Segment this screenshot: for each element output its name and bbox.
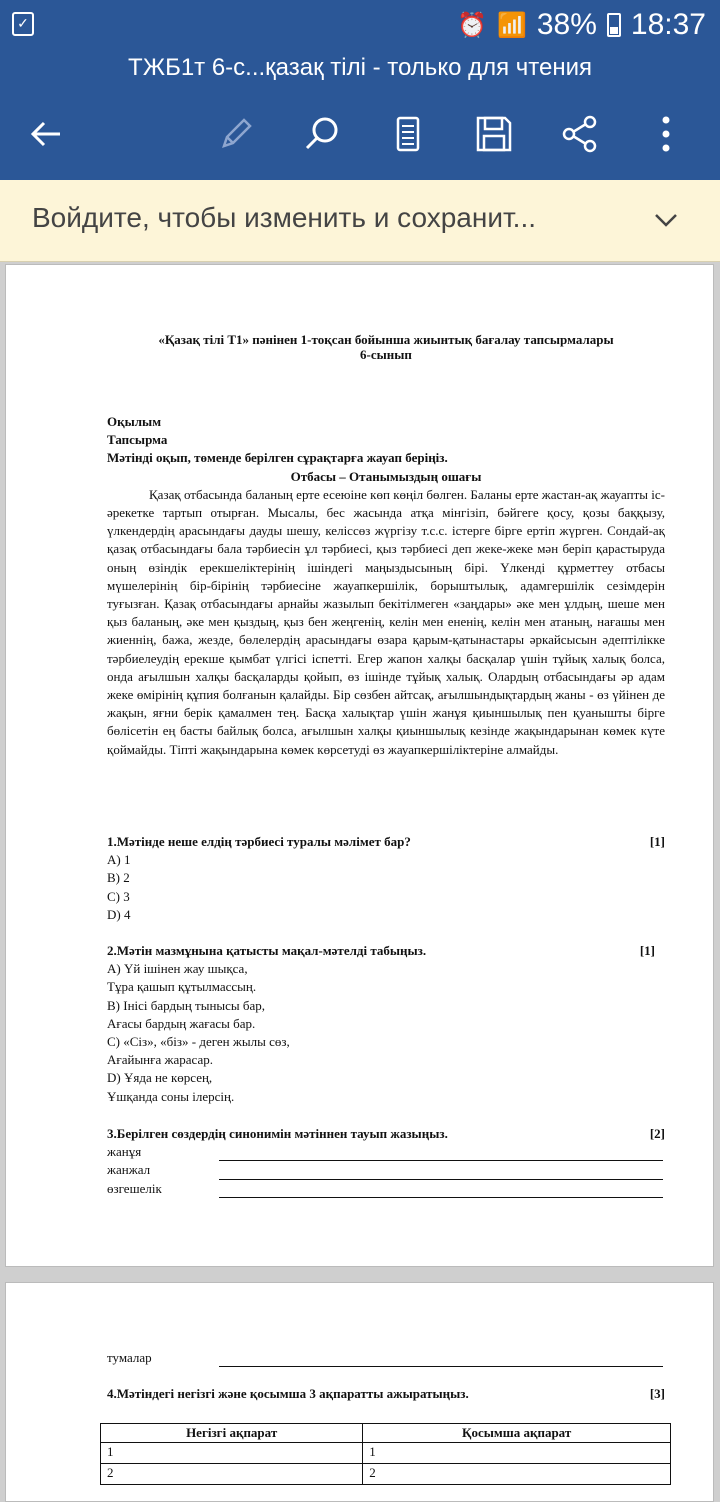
share-icon (560, 114, 600, 154)
question-1 (107, 833, 665, 924)
question-4-text: 4.Мәтіндегі негізгі және қосымша 3 ақпаратты ажыратыңыз. (107, 1386, 469, 1401)
q2-line: Ұшқанда соны ілерсің. (107, 1088, 235, 1104)
edit-button[interactable] (214, 112, 258, 156)
question-3-text: 3.Берілген сөздердің синонимін мәтіннен тауып жазыңыз. (107, 1126, 448, 1141)
question-1-text: 1.Мәтінде неше елдің тәрбиесі туралы мәлімет бар? (107, 834, 411, 849)
signin-banner-text: Войдите, чтобы изменить и сохранит... (32, 202, 537, 233)
reading-section (107, 413, 665, 759)
toolbar (0, 112, 720, 156)
battery-percent: 38% (536, 8, 597, 41)
share-button[interactable] (558, 112, 602, 156)
q1-option: C) 3 (107, 888, 130, 904)
document-page-2 (5, 1282, 714, 1502)
question-2-text: 2.Мәтін мазмұнына қатысты мақал-мәтелді табыңыз. (107, 943, 427, 958)
q2-line: A) Үй ішінен жау шықса, (107, 961, 248, 977)
question-4 (107, 1385, 665, 1403)
pencil-icon (216, 114, 256, 154)
arrow-left-icon (26, 114, 66, 154)
wifi-signal-icon: 📶 (496, 11, 527, 39)
floppy-disk-icon (474, 114, 514, 154)
table-row (101, 1464, 671, 1485)
q2-line: C) «Сіз», «біз» - деген жылы сөз, (107, 1034, 290, 1050)
table-row (101, 1443, 671, 1464)
table-cell: 1 (363, 1443, 671, 1464)
more-vertical-icon (646, 114, 686, 154)
question-3-continued (107, 1349, 665, 1367)
search-icon (302, 114, 342, 154)
answer-row (107, 1161, 665, 1179)
q1-option: B) 2 (107, 870, 130, 886)
answer-line[interactable] (219, 1148, 663, 1161)
info-table (100, 1423, 671, 1485)
table-header: Негізгі ақпарат (101, 1424, 363, 1443)
clock: 18:37 (630, 8, 706, 41)
answer-word: жанұя (107, 1144, 142, 1160)
answer-line[interactable] (219, 1185, 663, 1198)
table-cell: 2 (101, 1464, 363, 1485)
clipboard-check-icon: ✓ (12, 12, 34, 36)
q2-line: B) Інісі бардың тынысы бар, (107, 997, 266, 1013)
table-cell: 2 (363, 1464, 671, 1485)
table-header: Қосымша ақпарат (363, 1424, 671, 1443)
q2-line: D) Ұяда не көрсең, (107, 1070, 213, 1086)
answer-word: тумалар (107, 1350, 152, 1365)
save-button[interactable] (472, 112, 516, 156)
battery-icon (607, 13, 621, 37)
q1-option: D) 4 (107, 906, 131, 922)
answer-row (107, 1143, 665, 1161)
status-bar (0, 0, 720, 50)
mobile-view-icon (388, 114, 428, 154)
question-2-mark: [1] (639, 943, 655, 958)
answer-word: өзгешелік (107, 1180, 162, 1196)
reading-view-button[interactable] (386, 112, 430, 156)
question-3 (107, 1125, 665, 1198)
chevron-down-icon[interactable] (652, 206, 680, 234)
q2-line: Ағасы бардың жағасы бар. (107, 1015, 256, 1031)
document-page-1 (5, 264, 714, 1267)
q1-option: A) 1 (107, 852, 131, 868)
app-header (0, 50, 720, 180)
instruction: Мәтінді оқып, төменде берілген сұрақтарға жауап беріңіз. (107, 450, 448, 466)
answer-word: жанжал (107, 1162, 151, 1178)
document-title: ТЖБ1т 6-с...қазақ тілі - только для чтения (127, 54, 592, 81)
heading-line-2: 6-сынып (360, 347, 412, 362)
signin-banner[interactable] (0, 180, 720, 262)
table-cell: 1 (101, 1443, 363, 1464)
more-options-button[interactable] (644, 112, 688, 156)
alarm-icon: ⏰ (457, 11, 487, 39)
q2-line: Тұра қашып құтылмассың. (107, 979, 257, 995)
search-button[interactable] (300, 112, 344, 156)
passage-title: Отбасы – Отанымыздың ошағы (290, 468, 482, 484)
section-label: Оқылым (107, 414, 162, 429)
passage-text: Қазақ отбасында баланың ерте есеюіне көп көңіл бөлген. Баланы ерте жастан-ақ жауапты іс-әрекетке тартып отырған. Мысалы, бес жасында атқа мінгізіп, бәйгеге қосу, қозы баққызу, үлкендердің арасындағы дауды шешу, келіссөз жүргізу т.с.с. істерге бірге ертіп жүрген. Сондай-ақ қазақ отбасындағы бала тәрбиесін ұл тәрбиесі, қыз тәрбиесі деп жеке-жеке мән беріп қарастыруда оның өзіндік ерекшеліктерінің ішіндегі маңыздысының бірі. Үлкенді құрметтеу отбасы мүшелерінің бір-бірінің тәрбиесіне жауапкершілік, борыштылық, адамгершілік сезімдерін туғызған. Қазақ отбасындағы арнайы жазылып бекітілмеген «заңдары» әке мен ұлдың, шеше мен қыз баланың, әке мен қыздың, қыз бен жеңгенің, келін мен ененің, келін мен атаның, нағашы мен жиеннің, бажа, жезде, бөлелердің арасындағы өзара қарым-қатынастары әркайсысын әдептілікке тәрбиелеудің ерекше қымбат үлгісі іспетті. Егер жапон халқы басқалар үшін тұйық халық болса, онда ағылшын халқы басқаларды қойып, өз ішінде тұйық халық. Олардың отбасындағы әр адам жеке өмірінің құпия болғанын қалайды. Бір сөзбен айтсақ, ағылшындықтардың жаны - өз үйінен де жақын, яғни берік қамалмен тең. Басқа халықтар үшін жанұя қиыншылық пен қуанышты бірге бөлісетін ең басты байлық болса, ағылшын халқы қиыншылық кезінде жақындарынан көмек күте қоймайды. Тіпті жақындарына көмек көрсетуді өз жауапкершіліктеріне алмайды. (107, 486, 665, 757)
document-heading (106, 332, 666, 362)
answer-row (107, 1180, 665, 1198)
back-button[interactable] (24, 112, 68, 156)
q2-line: Ағайынға жарасар. (107, 1052, 213, 1068)
heading-line-1: «Қазақ тілі Т1» пәнінен 1-тоқсан бойынша жиынтық бағалау тапсырмалары (158, 332, 614, 347)
task-label: Тапсырма (107, 432, 168, 448)
answer-line[interactable] (219, 1167, 663, 1180)
question-2 (107, 942, 655, 1106)
question-4-mark: [3] (649, 1386, 665, 1401)
question-3-mark: [2] (649, 1126, 665, 1141)
question-1-mark: [1] (649, 834, 665, 849)
answer-line[interactable] (219, 1354, 663, 1367)
answer-row (107, 1349, 665, 1367)
